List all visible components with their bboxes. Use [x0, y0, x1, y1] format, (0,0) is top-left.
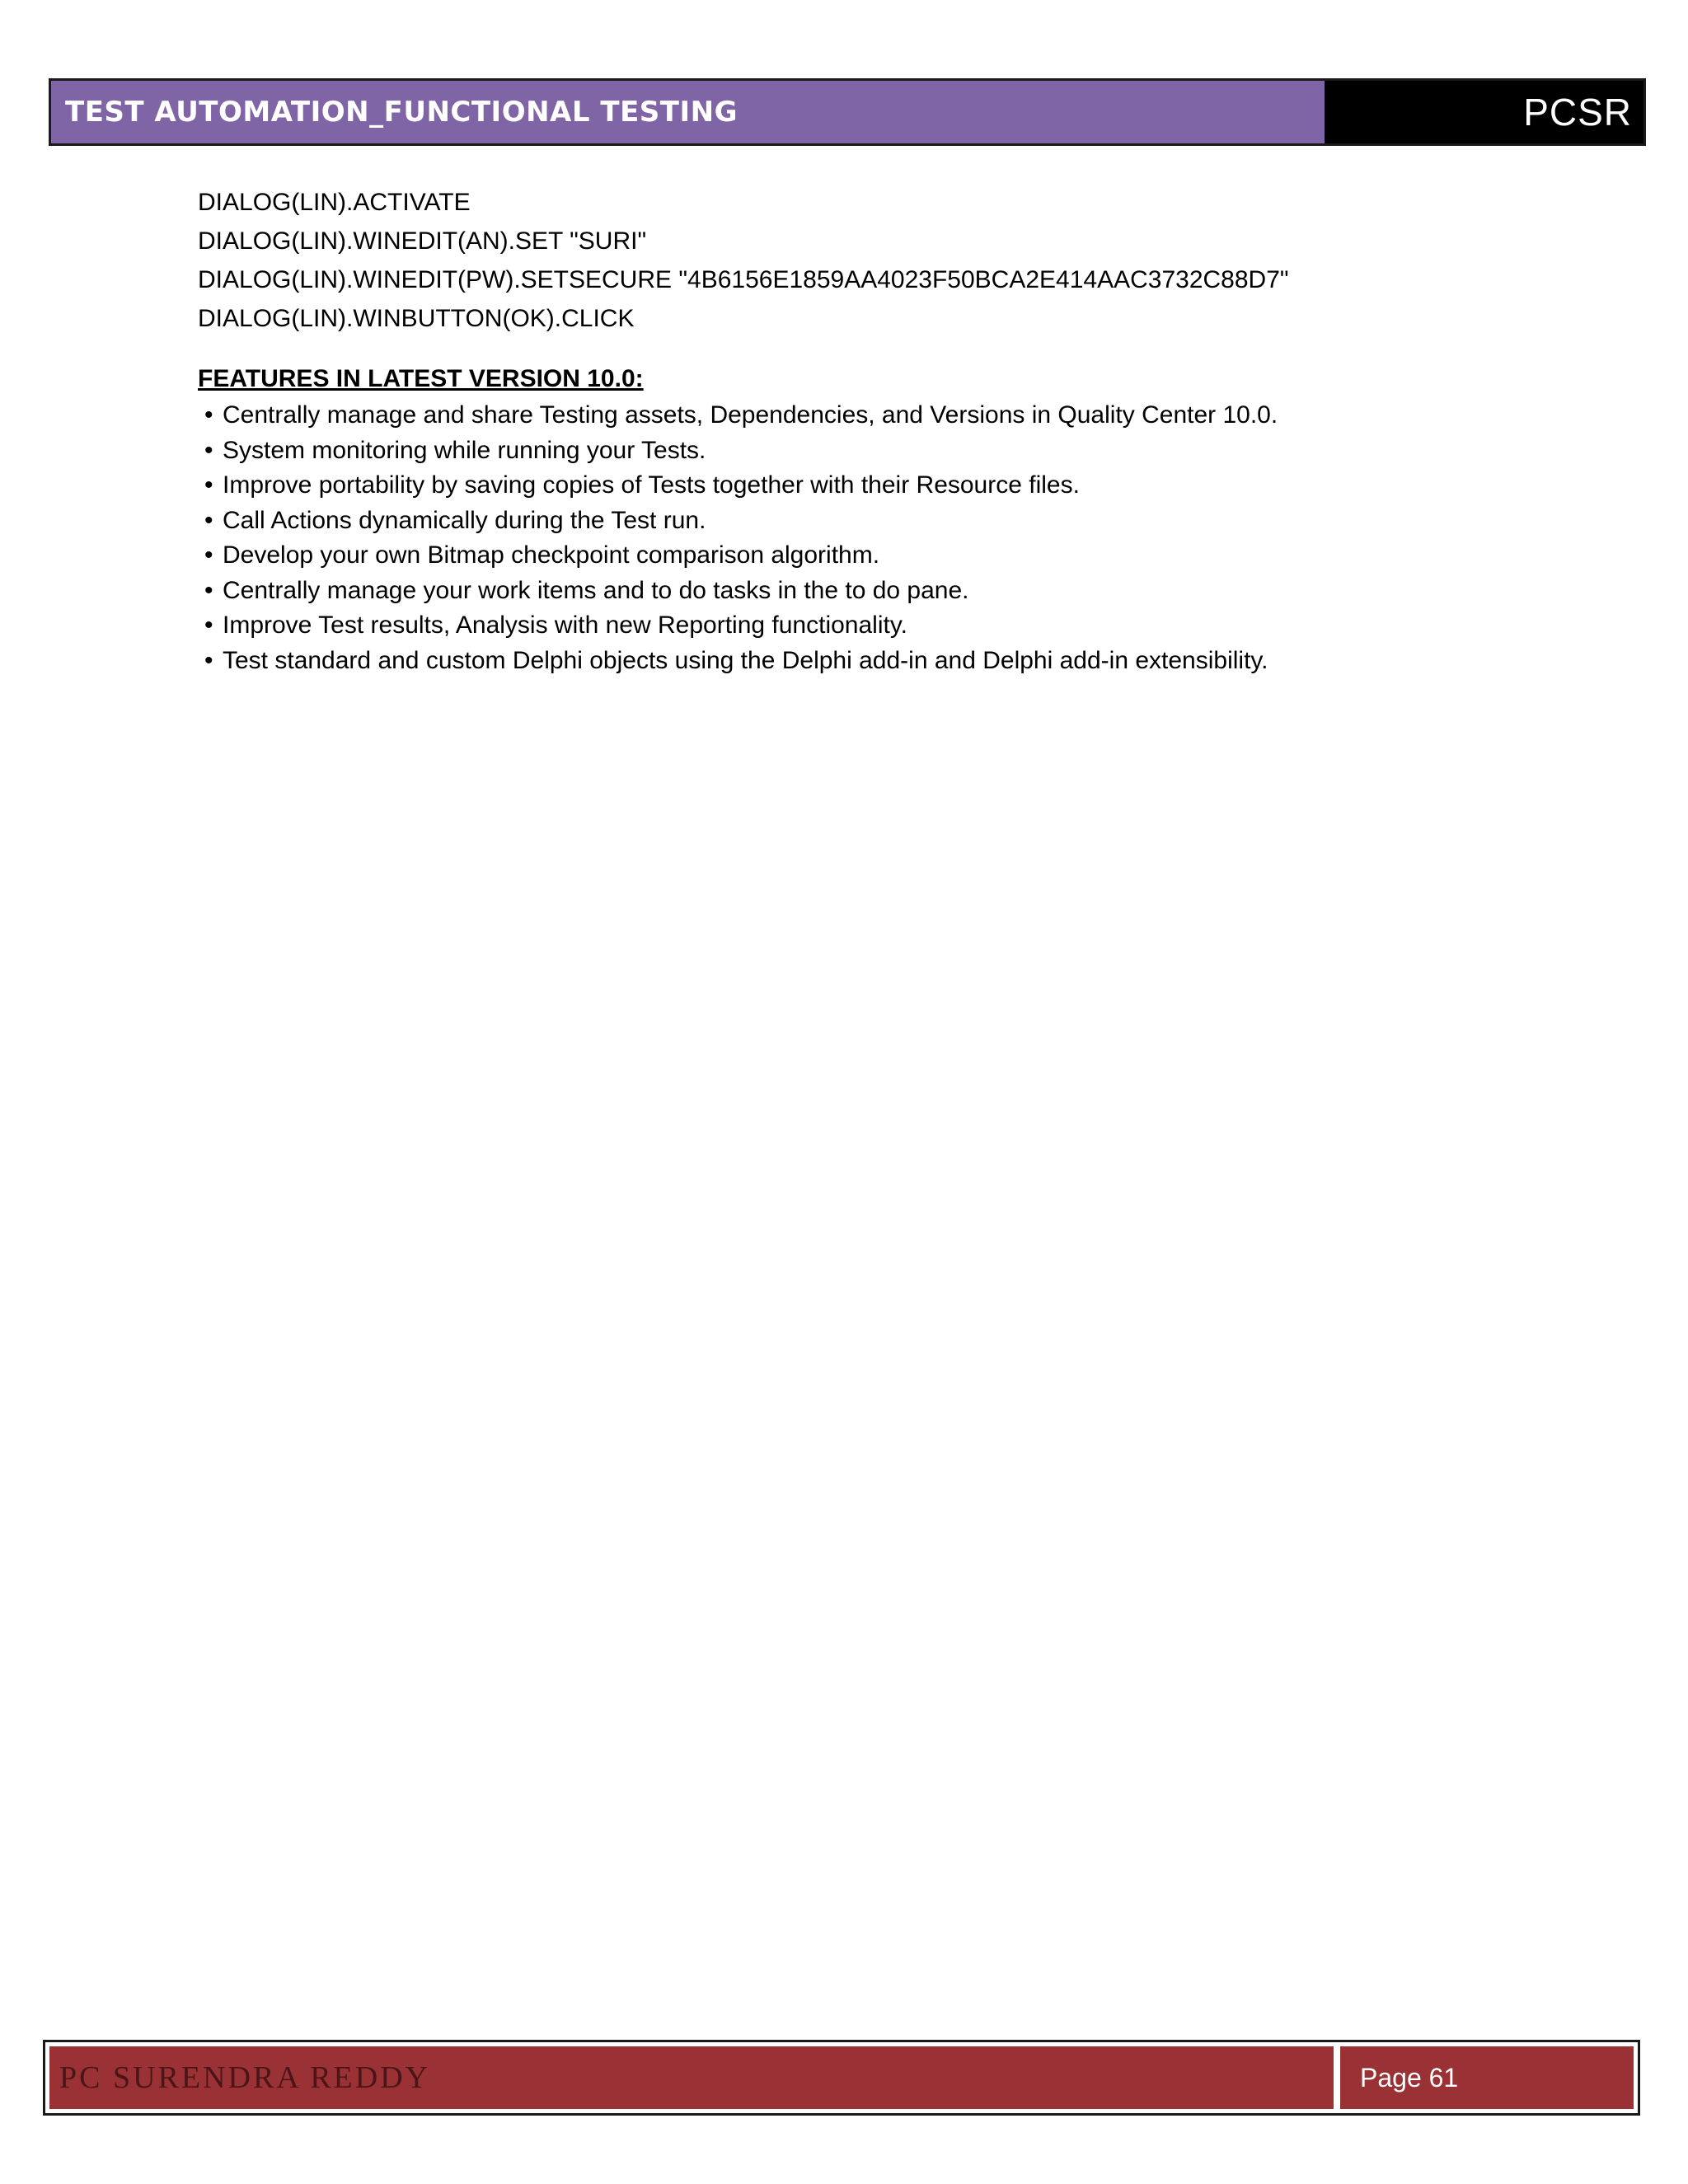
header-brand-box	[1325, 81, 1643, 143]
page-header	[49, 78, 1646, 146]
code-block	[198, 183, 1599, 338]
bullet-icon: •	[204, 576, 213, 604]
bullet-icon: •	[204, 401, 213, 429]
list-item	[204, 538, 1599, 574]
feature-text: Develop your own Bitmap checkpoint comparison algorithm.	[223, 541, 880, 569]
list-item	[204, 434, 1599, 469]
feature-text: System monitoring while running your Tests.	[223, 436, 706, 464]
bullet-icon: •	[204, 436, 213, 464]
code-line: DIALOG(LIN).ACTIVATE	[198, 189, 471, 216]
footer-author-bar	[49, 2046, 1334, 2109]
list-item	[204, 574, 1599, 609]
bullet-icon: •	[204, 612, 213, 639]
code-line: DIALOG(LIN).WINBUTTON(OK).CLICK	[198, 305, 635, 332]
feature-text: Improve Test results, Analysis with new Reporting functionality.	[223, 612, 907, 639]
page-footer	[43, 2040, 1640, 2116]
header-title: TEST AUTOMATION_FUNCTIONAL TESTING	[65, 96, 738, 129]
list-item	[204, 504, 1599, 539]
list-item	[204, 644, 1599, 679]
footer-page-box	[1340, 2046, 1634, 2109]
feature-text: Test standard and custom Delphi objects using the Delphi add-in and Delphi add-in extensibility.	[223, 646, 1268, 674]
feature-text: Centrally manage your work items and to do tasks in the to do pane.	[223, 576, 969, 604]
bullet-icon: •	[204, 541, 213, 569]
code-line: DIALOG(LIN).WINEDIT(AN).SET "SURI"	[198, 227, 647, 255]
feature-text: Call Actions dynamically during the Test run.	[223, 506, 706, 534]
bullet-icon: •	[204, 646, 213, 674]
page-number: Page 61	[1360, 2062, 1459, 2093]
code-line: DIALOG(LIN).WINEDIT(PW).SETSECURE "4B6156E1859AA4023F50BCA2E414AAC3732C88D7"	[198, 266, 1289, 293]
list-item	[204, 608, 1599, 644]
features-heading: FEATURES IN LATEST VERSION 10.0:	[198, 365, 644, 392]
feature-text: Improve portability by saving copies of Tests together with their Resource files.	[223, 471, 1080, 499]
header-brand: PCSR	[1523, 91, 1632, 134]
bullet-icon: •	[204, 506, 213, 534]
features-list	[204, 398, 1599, 678]
list-item	[204, 398, 1599, 434]
feature-text: Centrally manage and share Testing assets, Dependencies, and Versions in Quality Center 10.0.	[223, 401, 1278, 429]
page-content	[198, 183, 1599, 678]
bullet-icon: •	[204, 471, 213, 499]
list-item	[204, 468, 1599, 504]
header-title-bar	[51, 81, 1325, 143]
footer-author: PC SURENDRA REDDY	[59, 2060, 431, 2095]
